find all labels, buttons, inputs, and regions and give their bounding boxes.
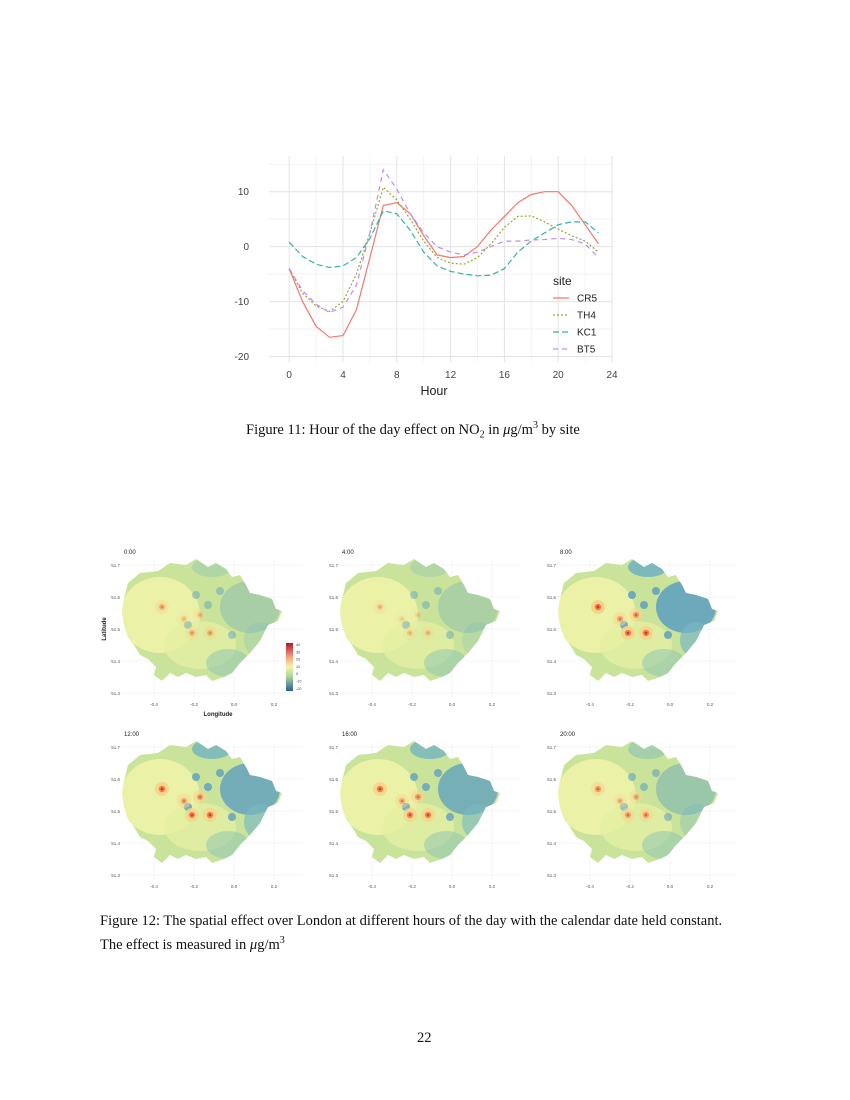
map-panel bbox=[329, 550, 520, 707]
london-map bbox=[120, 555, 290, 695]
x-tick-label: 16 bbox=[498, 370, 510, 381]
london-map bbox=[338, 737, 508, 877]
map-lon-tick: 0.0 bbox=[230, 702, 238, 707]
map-lat-tick: 51.6 bbox=[547, 595, 556, 600]
map-lon-tick: -0.4 bbox=[586, 702, 594, 707]
caption-12-line2 bbox=[100, 931, 760, 955]
map-lat-tick: 51.5 bbox=[547, 809, 556, 814]
map-lat-tick: 51.6 bbox=[547, 777, 556, 782]
caption-11-text: Figure 11: Hour of the day effect on NO bbox=[246, 421, 480, 438]
map-lon-tick: -0.4 bbox=[586, 884, 594, 889]
caption-12-mu: μ bbox=[249, 936, 258, 953]
map-lat-tick: 51.3 bbox=[329, 873, 338, 878]
caption-12-superscript: 3 bbox=[279, 935, 285, 946]
caption-12-text: The effect is measured in bbox=[100, 936, 250, 953]
caption-11-mu: μ bbox=[503, 421, 511, 438]
legend-label: CR5 bbox=[577, 293, 598, 305]
map-lat-tick: 51.7 bbox=[111, 563, 120, 568]
map-lon-tick: -0.2 bbox=[408, 702, 416, 707]
figure-12-caption bbox=[100, 912, 760, 955]
caption-11-suffix: by site bbox=[537, 421, 580, 438]
x-axis-label: Hour bbox=[420, 384, 448, 398]
y-tick-labels bbox=[235, 187, 250, 363]
colorbar bbox=[286, 643, 293, 691]
y-tick-label: -20 bbox=[234, 352, 249, 364]
y-tick-label: -10 bbox=[234, 297, 249, 309]
colorbar-tick: -10 bbox=[296, 679, 302, 684]
map-lon-tick: 0.2 bbox=[706, 884, 714, 889]
map-lon-tick: 0.0 bbox=[666, 702, 674, 707]
map-lat-tick: 51.6 bbox=[329, 777, 338, 782]
map-lat-tick: 51.7 bbox=[547, 745, 556, 750]
map-lon-tick: 0.0 bbox=[230, 884, 238, 889]
caption-11-in: in bbox=[484, 421, 504, 438]
map-lat-tick: 51.5 bbox=[329, 809, 338, 814]
caption-11-superscript: 3 bbox=[532, 420, 538, 431]
legend-label: BT5 bbox=[577, 344, 596, 356]
london-map bbox=[556, 555, 726, 695]
map-lon-tick: -0.2 bbox=[626, 884, 634, 889]
map-y-axis-label: Latitude bbox=[102, 617, 108, 641]
map-panel-title: 4:00 bbox=[342, 550, 354, 556]
map-lon-tick: -0.4 bbox=[150, 884, 158, 889]
map-lon-tick: 0.2 bbox=[706, 702, 714, 707]
legend-label: KC1 bbox=[577, 327, 597, 339]
x-tick-label: 0 bbox=[286, 370, 292, 381]
map-lat-tick: 51.5 bbox=[329, 627, 338, 632]
map-lat-tick: 51.3 bbox=[329, 691, 338, 696]
plot-background bbox=[269, 156, 612, 362]
colorbar-tick: 40 bbox=[296, 643, 301, 647]
map-lon-tick: 0.2 bbox=[270, 884, 278, 889]
y-tick-label: 0 bbox=[243, 242, 249, 254]
map-lon-tick: -0.2 bbox=[190, 884, 198, 889]
map-lon-tick: 0.2 bbox=[488, 702, 496, 707]
caption-11-subscript: 2 bbox=[479, 429, 485, 441]
colorbar-tick: -20 bbox=[296, 686, 302, 691]
london-map bbox=[120, 737, 290, 877]
x-tick-label: 24 bbox=[606, 370, 618, 381]
london-map bbox=[338, 555, 508, 695]
figure-11-caption bbox=[246, 416, 646, 445]
map-panel-title: 20:00 bbox=[560, 732, 576, 738]
map-lat-tick: 51.7 bbox=[329, 563, 338, 568]
map-lat-tick: 51.5 bbox=[111, 627, 120, 632]
legend-label: TH4 bbox=[577, 310, 596, 322]
map-lon-tick: -0.2 bbox=[408, 884, 416, 889]
map-lat-tick: 51.7 bbox=[111, 745, 120, 750]
colorbar-tick: 0 bbox=[296, 672, 299, 677]
map-panel bbox=[111, 732, 302, 889]
map-lon-tick: -0.4 bbox=[368, 884, 376, 889]
map-lat-tick: 51.4 bbox=[111, 659, 120, 664]
map-lat-tick: 51.5 bbox=[547, 627, 556, 632]
x-tick-label: 8 bbox=[394, 370, 400, 381]
map-lat-tick: 51.3 bbox=[111, 873, 120, 878]
map-lat-tick: 51.3 bbox=[111, 691, 120, 696]
map-panel-title: 8:00 bbox=[560, 550, 572, 556]
caption-12-line1: Figure 12: The spatial effect over London at different hours of the day with the calendar date held constant. bbox=[100, 913, 723, 929]
map-lat-tick: 51.4 bbox=[111, 841, 120, 846]
map-panel bbox=[329, 732, 520, 889]
map-lat-tick: 51.4 bbox=[547, 841, 556, 846]
x-tick-labels bbox=[286, 370, 618, 381]
map-lat-tick: 51.6 bbox=[329, 595, 338, 600]
map-lat-tick: 51.7 bbox=[547, 563, 556, 568]
map-panel-title: 12:00 bbox=[124, 732, 140, 738]
spatial-effect-maps bbox=[100, 545, 750, 900]
map-lat-tick: 51.4 bbox=[329, 659, 338, 664]
map-panel-title: 16:00 bbox=[342, 732, 358, 738]
map-lon-tick: 0.0 bbox=[666, 884, 674, 889]
map-lat-tick: 51.5 bbox=[111, 809, 120, 814]
map-lon-tick: 0.2 bbox=[488, 884, 496, 889]
map-lat-tick: 51.3 bbox=[547, 873, 556, 878]
map-lon-tick: -0.2 bbox=[190, 702, 198, 707]
map-panel bbox=[102, 550, 302, 718]
x-tick-label: 20 bbox=[552, 370, 564, 381]
map-lon-tick: -0.4 bbox=[368, 702, 376, 707]
x-tick-label: 4 bbox=[340, 370, 346, 381]
map-lat-tick: 51.7 bbox=[329, 745, 338, 750]
map-panel bbox=[547, 732, 738, 889]
map-lon-tick: 0.0 bbox=[448, 884, 456, 889]
map-panel-title: 0:00 bbox=[124, 550, 136, 556]
map-lon-tick: -0.4 bbox=[150, 702, 158, 707]
map-lat-tick: 51.6 bbox=[111, 595, 120, 600]
colorbar-tick: 30 bbox=[296, 650, 301, 655]
x-tick-label: 12 bbox=[445, 370, 457, 381]
map-x-axis-label: Longitude bbox=[203, 712, 233, 718]
caption-12-unit: g/m bbox=[257, 936, 280, 953]
map-lat-tick: 51.4 bbox=[329, 841, 338, 846]
colorbar-tick: 10 bbox=[296, 664, 301, 669]
colorbar-tick: 20 bbox=[296, 657, 301, 662]
map-lat-tick: 51.6 bbox=[111, 777, 120, 782]
map-panel bbox=[547, 550, 738, 707]
caption-11-unit: g/m bbox=[510, 421, 533, 438]
hour-effect-chart bbox=[225, 150, 630, 410]
london-map bbox=[556, 737, 726, 877]
page-number: 22 bbox=[417, 1030, 432, 1046]
map-lon-tick: 0.0 bbox=[448, 702, 456, 707]
y-tick-label: 10 bbox=[237, 187, 249, 199]
map-lat-tick: 51.4 bbox=[547, 659, 556, 664]
map-lat-tick: 51.3 bbox=[547, 691, 556, 696]
map-lon-tick: 0.2 bbox=[270, 702, 278, 707]
legend-title: site bbox=[553, 274, 572, 288]
map-lon-tick: -0.2 bbox=[626, 702, 634, 707]
